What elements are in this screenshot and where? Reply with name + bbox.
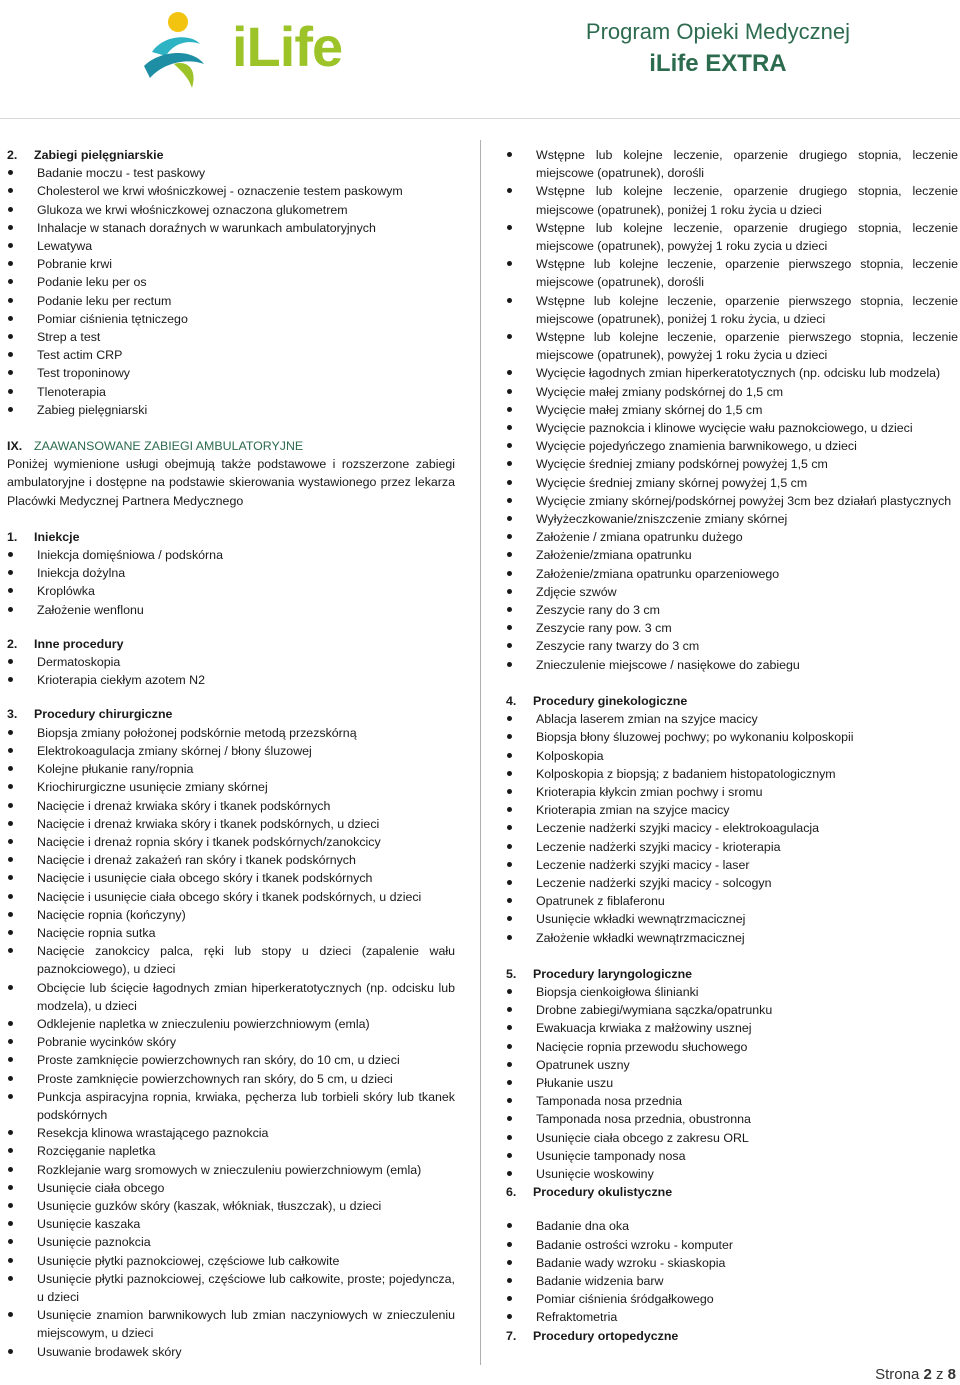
right-column [506,146,958,1345]
list-item: Wyłyżeczkowanie/zniszczenie zmiany skórnej [506,510,958,528]
bullet-list [7,724,455,1361]
list-item: Lewatywa [7,237,455,255]
list-item: Usunięcie znamion barwnikowych lub zmian naczyniowych w znieczuleniu miejscowym, u dzieci [7,1306,455,1342]
list-item: Nacięcie i drenaż krwiaka skóry i tkanek podskórnych [7,797,455,815]
list-item: Nacięcie zanokcicy palca, ręki lub stopy u dzieci (zapalenie wału paznokciowego), u dzieci [7,942,455,978]
list-item: Leczenie nadżerki szyjki macicy - elektrokoagulacja [506,819,958,837]
list-item: Założenie / zmiana opatrunku dużego [506,528,958,546]
list-item: Kolejne płukanie rany/ropnia [7,760,455,778]
list-item: Proste zamknięcie powierzchownych ran skóry, do 10 cm, u dzieci [7,1051,455,1069]
list-item: Płukanie uszu [506,1074,958,1092]
list-item: Pobranie wycinków skóry [7,1033,455,1051]
list-item: Biopsja cienkoigłowa ślinianki [506,983,958,1001]
bullet-list [7,546,455,619]
list-item: Wycięcie pojedyńczego znamienia barwnikowego, u dzieci [506,437,958,455]
list-item: Strep a test [7,328,455,346]
list-item: Usunięcie paznokcia [7,1233,455,1251]
list-item: Zdjęcie szwów [506,583,958,601]
list-item: Podanie leku per os [7,273,455,291]
list-item: Usunięcie wkładki wewnątrzmacicznej [506,910,958,928]
list-item: Wstępne lub kolejne leczenie, oparzenie pierwszego stopnia, leczenie miejscowe (opatrunek), poniżej 1 roku życia, u dzieci [506,292,958,328]
list-item: Usunięcie ciała obcego z zakresu ORL [506,1129,958,1147]
bullet-list [506,983,958,1183]
list-item: Wycięcie małej zmiany skórnej do 1,5 cm [506,401,958,419]
bullet-list [506,1217,958,1326]
list-item: Badanie widzenia barw [506,1272,958,1290]
list-item: Badanie dna oka [506,1217,958,1235]
list-item: Badanie ostrości wzroku - komputer [506,1236,958,1254]
list-item: Pobranie krwi [7,255,455,273]
program-title-line1: Program Opieki Medycznej [585,19,850,44]
chapter-heading: IX. ZAAWANSOWANE ZABIEGI AMBULATORYJNE [7,439,304,454]
list-item: Wstępne lub kolejne leczenie, oparzenie drugiego stopnia, leczenie miejscowe (opatrunek), poniżej 1 roku życia u dzieci [506,182,958,218]
list-item: Wycięcie zmiany skórnej/podskórnej powyżej 3cm bez działań plastycznych [506,492,958,510]
list-item: Kroplówka [7,582,455,600]
list-item: Nacięcie ropnia sutka [7,924,455,942]
list-item: Krioterapia kłykcin zmian pochwy i sromu [506,783,958,801]
list-item: Ablacja laserem zmian na szyjce macicy [506,710,958,728]
list-item: Test troponinowy [7,364,455,382]
list-item: Nacięcie ropnia przewodu słuchowego [506,1038,958,1056]
list-item: Nacięcie i usunięcie ciała obcego skóry i tkanek podskórnych, u dzieci [7,888,455,906]
list-item: Wstępne lub kolejne leczenie, oparzenie drugiego stopnia, leczenie miejscowe (opatrunek), dorośli [506,146,958,182]
list-item: Usunięcie kaszaka [7,1215,455,1233]
list-item: Usunięcie woskowiny [506,1165,958,1183]
ilife-logo-text: iLife [232,15,343,78]
program-title-line2: iLife EXTRA [649,50,787,77]
list-item: Odklejenie napletka w znieczuleniu powierzchniowym (emla) [7,1015,455,1033]
list-item: Usunięcie tamponady nosa [506,1147,958,1165]
list-item: Usunięcie płytki paznokciowej, częściowe lub całkowite, proste; pojedyncza, u dzieci [7,1270,455,1306]
section-heading: 1. Iniekcje [7,529,80,544]
list-item: Założenie wkładki wewnątrzmacicznej [506,929,958,947]
list-item: Usuwanie brodawek skóry [7,1343,455,1361]
list-item: Iniekcja dożylna [7,564,455,582]
list-item: Kolposkopia z biopsją; z badaniem histopatologicznym [506,765,958,783]
list-item: Wycięcie małej zmiany podskórnej do 1,5 cm [506,383,958,401]
list-item: Refraktometria [506,1308,958,1326]
list-item: Wycięcie średniej zmiany podskórnej powyżej 1,5 cm [506,455,958,473]
bullet-list [506,146,958,674]
page-number: Strona 2 z 8 [875,1366,956,1383]
bullet-list [506,710,958,947]
list-item: Usunięcie guzków skóry (kaszak, włókniak, tłuszczak), u dzieci [7,1197,455,1215]
list-item: Tamponada nosa przednia, obustronna [506,1110,958,1128]
list-item: Zabieg pielęgniarski [7,401,455,419]
list-item: Ewakuacja krwiaka z małżowiny usznej [506,1019,958,1037]
list-item: Drobne zabiegi/wymiana sączka/opatrunku [506,1001,958,1019]
list-item: Wycięcie średniej zmiany skórnej powyżej 1,5 cm [506,474,958,492]
list-item: Nacięcie i usunięcie ciała obcego skóry i tkanek podskórnych [7,869,455,887]
list-item: Iniekcja domięśniowa / podskórna [7,546,455,564]
bullet-list [7,653,455,689]
list-item: Tlenoterapia [7,383,455,401]
list-item: Cholesterol we krwi włośniczkowej - oznaczenie testem paskowym [7,182,455,200]
list-item: Leczenie nadżerki szyjki macicy - krioterapia [506,838,958,856]
list-item: Wycięcie łagodnych zmian hiperkeratotycznych (np. odcisku lub modzela) [506,364,958,382]
list-item: Nacięcie i drenaż zakażeń ran skóry i tkanek podskórnych [7,851,455,869]
list-item: Krioterapia zmian na szyjce macicy [506,801,958,819]
section-heading: 6. Procedury okulistyczne [506,1185,673,1200]
list-item: Elektrokoagulacja zmiany skórnej / błony śluzowej [7,742,455,760]
list-item: Badanie moczu - test paskowy [7,164,455,182]
list-item: Założenie/zmiana opatrunku oparzeniowego [506,565,958,583]
section-heading: 2. Inne procedury [7,636,124,651]
list-item: Dermatoskopia [7,653,455,671]
list-item: Kolposkopia [506,747,958,765]
list-item: Nacięcie ropnia (kończyny) [7,906,455,924]
section-heading: 4. Procedury ginekologiczne [506,693,688,708]
chapter-description: Poniżej wymienione usługi obejmują także podstawowe i rozszerzone zabiegi ambulatoryjne i dostępne na podstawie skierowania wystawionego przez lekarza Placówki Medycznej Partnera Medycznego [7,457,455,508]
left-column [7,146,455,1361]
list-item: Biopsja błony śluzowej pochwy; po wykonaniu kolposkopii [506,728,958,746]
list-item: Pomiar ciśnienia tętniczego [7,310,455,328]
list-item: Znieczulenie miejscowe / nasiękowe do zabiegu [506,656,958,674]
list-item: Wycięcie paznokcia i klinowe wycięcie wału paznokciowego, u dzieci [506,419,958,437]
list-item: Obcięcie lub ścięcie łagodnych zmian hiperkeratotycznych (np. odcisku lub modzela), u dzieci [7,979,455,1015]
list-item: Wstępne lub kolejne leczenie, oparzenie pierwszego stopnia, leczenie miejscowe (opatrunek), powyżej 1 roku życia u dzieci [506,328,958,364]
header-divider [0,118,960,119]
list-item: Założenie wenflonu [7,601,455,619]
list-item: Proste zamknięcie powierzchownych ran skóry, do 5 cm, u dzieci [7,1070,455,1088]
list-item: Zeszycie rany pow. 3 cm [506,619,958,637]
list-item: Usunięcie płytki paznokciowej, częściowe lub całkowite [7,1252,455,1270]
list-item: Punkcja aspiracyjna ropnia, krwiaka, pęcherza lub torbieli skóry lub tkanek podskórnych [7,1088,455,1124]
list-item: Usunięcie ciała obcego [7,1179,455,1197]
list-item: Nacięcie i drenaż ropnia skóry i tkanek podskórnych/zanokcicy [7,833,455,851]
list-item: Resekcja klinowa wrastającego paznokcia [7,1124,455,1142]
list-item: Kriochirurgiczne usunięcie zmiany skórnej [7,778,455,796]
list-item: Inhalacje w stanach doraźnych w warunkach ambulatoryjnych [7,219,455,237]
bullet-list [7,164,455,419]
list-item: Wstępne lub kolejne leczenie, oparzenie drugiego stopnia, leczenie miejscowe (opatrunek), powyżej 1 roku zycia u dzieci [506,219,958,255]
section-heading: 2. Zabiegi pielęgniarskie [7,148,164,162]
list-item: Rozklejanie warg sromowych w znieczuleniu powierzchniowym (emla) [7,1161,455,1179]
column-divider [480,140,481,1365]
list-item: Tamponada nosa przednia [506,1092,958,1110]
section-heading: 5. Procedury laryngologiczne [506,966,693,981]
section-heading: 7. Procedury ortopedyczne [506,1328,679,1343]
list-item: Glukoza we krwi włośniczkowej oznaczona glukometrem [7,201,455,219]
program-title [586,16,850,80]
section-heading: 3. Procedury chirurgiczne [7,707,173,722]
list-item: Podanie leku per rectum [7,292,455,310]
list-item: Wstępne lub kolejne leczenie, oparzenie pierwszego stopnia, leczenie miejscowe (opatrunek), dorośli [506,255,958,291]
list-item: Leczenie nadżerki szyjki macicy - laser [506,856,958,874]
list-item: Rozcięganie napletka [7,1142,455,1160]
list-item: Opatrunek uszny [506,1056,958,1074]
list-item: Leczenie nadżerki szyjki macicy - solcogyn [506,874,958,892]
list-item: Badanie wady wzroku - skiaskopia [506,1254,958,1272]
list-item: Krioterapia ciekłym azotem N2 [7,671,455,689]
list-item: Założenie/zmiana opatrunku [506,546,958,564]
list-item: Test actim CRP [7,346,455,364]
list-item: Opatrunek z fiblaferonu [506,892,958,910]
list-item: Zeszycie rany do 3 cm [506,601,958,619]
list-item: Zeszycie rany twarzy do 3 cm [506,637,958,655]
list-item: Nacięcie i drenaż krwiaka skóry i tkanek podskórnych, u dzieci [7,815,455,833]
page-header [0,0,960,100]
list-item: Pomiar ciśnienia śródgałkowego [506,1290,958,1308]
list-item: Biopsja zmiany położonej podskórnie metodą przezskórną [7,724,455,742]
